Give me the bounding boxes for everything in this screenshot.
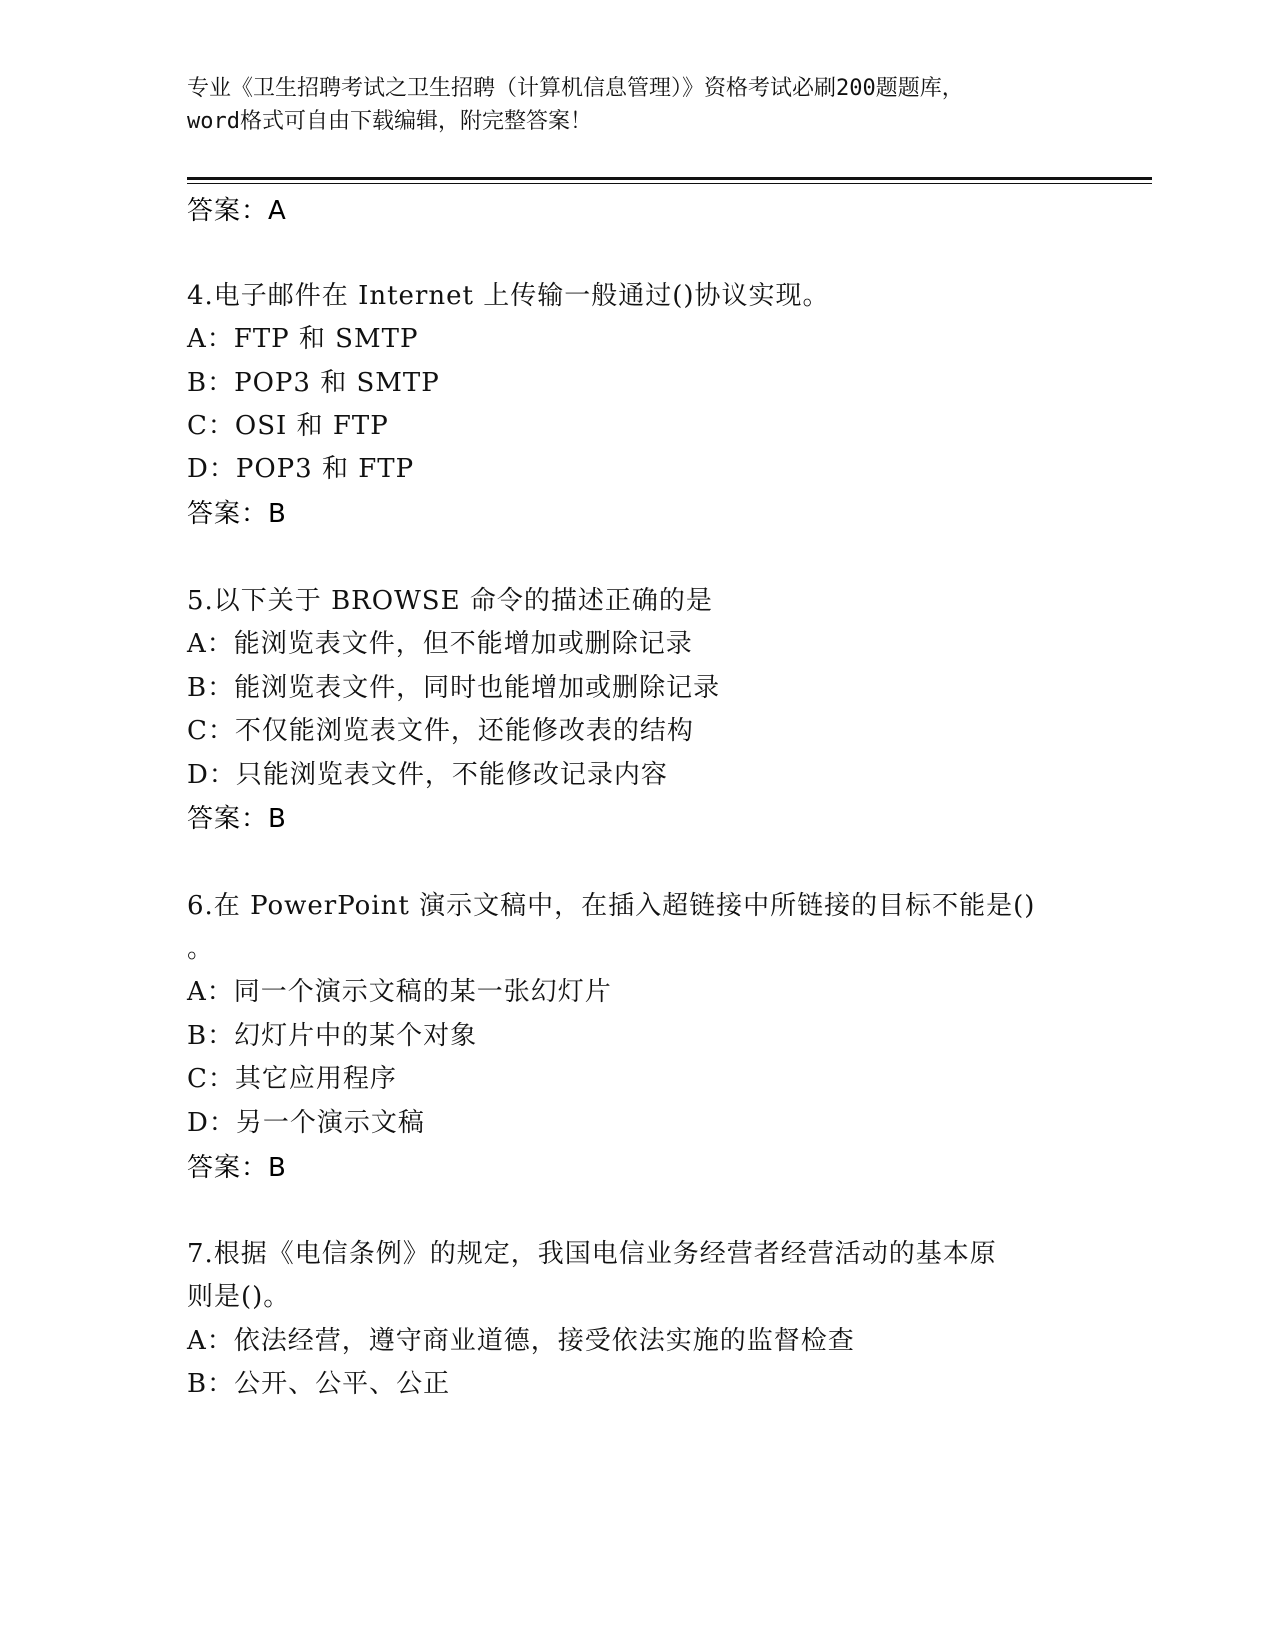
question-7-option-a: A：依法经营，遵守商业道德，接受依法实施的监督检查 xyxy=(187,1326,855,1356)
question-6-text-line-1: 6.在 PowerPoint 演示文稿中，在插入超链接中所链接的目标不能是() xyxy=(187,891,1036,921)
header-rule-thin xyxy=(187,183,1152,184)
question-4-answer: 答案：B xyxy=(187,499,287,529)
question-6-answer: 答案：B xyxy=(187,1153,287,1183)
question-6-option-a: A：同一个演示文稿的某一张幻灯片 xyxy=(187,977,612,1007)
question-5-option-a: A：能浏览表文件，但不能增加或删除记录 xyxy=(187,629,693,659)
question-6-option-b: B：幻灯片中的某个对象 xyxy=(187,1021,478,1051)
question-7-text-line-2: 则是()。 xyxy=(187,1282,291,1312)
question-5-option-b: B：能浏览表文件，同时也能增加或删除记录 xyxy=(187,673,721,703)
question-5-text: 5.以下关于 BROWSE 命令的描述正确的是 xyxy=(187,586,713,616)
question-6-text-line-2: 。 xyxy=(187,934,215,964)
question-6-option-d: D：另一个演示文稿 xyxy=(187,1108,425,1138)
header-title-line-2: word格式可自由下载编辑，附完整答案！ xyxy=(187,109,592,134)
document-header xyxy=(187,72,1087,138)
answer-previous: 答案：A xyxy=(187,196,287,226)
question-4-option-c: C：OSI 和 FTP xyxy=(187,411,389,441)
question-4-option-b: B：POP3 和 SMTP xyxy=(187,368,440,398)
question-7-option-b: B：公开、公平、公正 xyxy=(187,1369,451,1399)
question-7-text-line-1: 7.根据《电信条例》的规定，我国电信业务经营者经营活动的基本原 xyxy=(187,1239,997,1269)
question-4-option-a: A：FTP 和 SMTP xyxy=(187,324,419,354)
question-5-option-c: C：不仅能浏览表文件，还能修改表的结构 xyxy=(187,716,694,746)
question-4-option-d: D：POP3 和 FTP xyxy=(187,454,415,484)
question-5-option-d: D：只能浏览表文件，不能修改记录内容 xyxy=(187,760,668,790)
header-title-line-1: 专业《卫生招聘考试之卫生招聘（计算机信息管理）》资格考试必刷200题题库， xyxy=(187,76,964,101)
question-6-option-c: C：其它应用程序 xyxy=(187,1064,397,1094)
question-5-answer: 答案：B xyxy=(187,804,287,834)
header-rule-thick xyxy=(187,177,1152,180)
question-4-text: 4.电子邮件在 Internet 上传输一般通过()协议实现。 xyxy=(187,281,830,311)
